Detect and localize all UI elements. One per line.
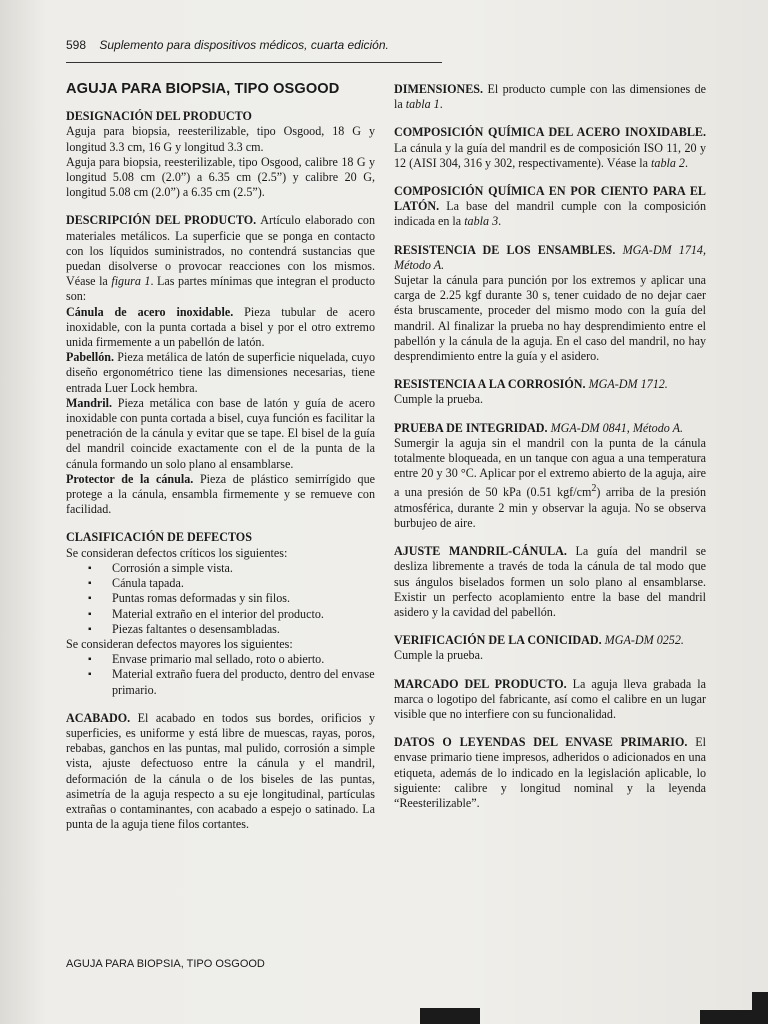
book-title: Suplemento para dispositivos médicos, cuarta edición. xyxy=(99,38,389,52)
body-text: . xyxy=(684,155,689,170)
method-reference: MGA-DM 0252. xyxy=(601,633,684,648)
body-text: El envase primario tiene impresos, adheridos o adicionados en una etiqueta, además de lo indicado en la legislación aplicable, lo siguiente: calibre y longitud nominal y la leyenda “Reesterilizable”. xyxy=(394,735,706,810)
section-designacion xyxy=(66,109,375,200)
part-text: Pieza de plástico semirrígido que protege a la cánula, ensambla firmemente y se remueve con facilidad. xyxy=(66,471,375,517)
body-text: Sujetar la cánula para punción por los extremos y aplicar una carga de 2.25 kgf durante 30 s, tener cuidado de no dejar caer ésta bruscamente, proceder del mismo modo con la guía del mandril. Al finalizar la prueba no hay desprendimiento entre el pabellón y la cánula de la aguja. En el caso del mandril, no hay desprendimiento entre la guía y el asidero. xyxy=(394,273,706,364)
section-datos xyxy=(394,735,706,811)
labeling-paragraph xyxy=(394,735,706,811)
list-item: ▪ Material extraño en el interior del producto. xyxy=(66,607,375,622)
section-composicion-acero xyxy=(394,125,706,171)
finish-paragraph xyxy=(66,711,375,833)
list-item: ▪ Material extraño fuera del producto, dentro del envase primario. xyxy=(66,667,375,697)
list-item: ▪ Cánula tapada. xyxy=(66,576,375,591)
dimensions-paragraph xyxy=(394,82,706,112)
section-ajuste xyxy=(394,544,706,620)
list-item: ▪ Corrosión a simple vista. xyxy=(66,561,375,576)
part-name: Protector de la cánula. xyxy=(66,471,194,486)
superscript: 2 xyxy=(591,483,597,495)
body-text: La cánula y la guía del mandril es de composición ISO 11, 20 y 12 (AISI 304, 316 y 302, respectivamente). Véase la xyxy=(394,140,706,170)
body-text: Sumergir la aguja sin el mandril con la punta de la cánula totalmente bloqueada, en un tanque con agua a una temperatura entre 20 y 30 °C. Aplicar por el extremo abierto de la aguja, aire a una presión de 50 kPa (0.51 kgf/cm xyxy=(394,435,706,500)
scan-shadow-artifact xyxy=(420,1008,480,1024)
left-column xyxy=(66,82,375,845)
table-reference: tabla 3 xyxy=(464,214,499,229)
section-integridad xyxy=(394,421,706,531)
section-heading: PRUEBA DE INTEGRIDAD. xyxy=(394,420,548,435)
body-text: Cumple la prueba. xyxy=(394,648,483,663)
section-marcado xyxy=(394,677,706,723)
section-composicion-laton xyxy=(394,184,706,230)
scan-shadow-artifact xyxy=(752,992,768,1024)
major-intro: Se consideran defectos mayores los siguientes: xyxy=(66,636,293,651)
page-number: 598 xyxy=(66,38,87,52)
section-heading: VERIFICACIÓN DE LA CONICIDAD. xyxy=(394,633,602,648)
running-header xyxy=(66,38,396,52)
section-heading: DESIGNACIÓN DEL PRODUCTO xyxy=(66,109,252,124)
right-column xyxy=(394,82,706,824)
body-text: ) arriba de la presión atmosférica, durante 2 min y observar la aguja. No se observa burbujeo de aire. xyxy=(394,485,706,530)
method-reference: MGA-DM 0841, Método A. xyxy=(547,420,684,435)
integrity-heading-line xyxy=(394,421,706,436)
description-paragraph xyxy=(66,213,375,304)
fit-paragraph xyxy=(394,544,706,620)
major-defects-list xyxy=(66,652,375,698)
body-text: . xyxy=(498,214,502,229)
section-heading: RESISTENCIA A LA CORROSIÓN. xyxy=(394,377,586,392)
list-item: ▪ Piezas faltantes o desensambladas. xyxy=(66,622,375,637)
body-text: El producto cumple con las dimensiones de la xyxy=(394,82,706,112)
section-heading: DATOS O LEYENDAS DEL ENVASE PRIMARIO. xyxy=(394,735,688,750)
running-footer: AGUJA PARA BIOPSIA, TIPO OSGOOD xyxy=(66,958,265,970)
body-text: Artículo elaborado con materiales metálicos. La superficie que se ponga en contacto con los líquidos suministrados, no contendrá sustancias que puedan disolverse o provocar reacciones con los mismos. Véase la xyxy=(66,213,375,289)
body-text: La aguja lleva grabada la marca o logotipo del fabricante, así como el calibre en un lugar visible que no interfiere con su funcionalidad. xyxy=(394,676,706,721)
part-text: Pieza tubular de acero inoxidable, con la punta cortada a bisel y por el otro extremo unida firmemente a un pabellón de latón. xyxy=(66,304,375,350)
corrosion-heading-line xyxy=(394,377,706,392)
section-heading: COMPOSICIÓN QUÍMICA DEL ACERO INOXIDABLE. xyxy=(394,125,706,140)
designation-line: Aguja para biopsia, reesterilizable, tipo Osgood, calibre 18 G y longitud 5.08 cm (2.0”) a 6.35 cm (2.5”) y calibre 20 G, longitud 5.08 cm (2.0”) a 6.35 cm (2.5”). xyxy=(66,154,375,200)
marking-paragraph xyxy=(394,677,706,723)
method-reference: MGA-DM 1714, Método A. xyxy=(394,242,706,272)
part-text: Pieza metálica de latón de superficie niquelada, cuyo diseño ergonométrico tiene las dimensiones necesarias, tiene entrada Luer Lock hembra. xyxy=(66,350,375,395)
steel-composition-paragraph xyxy=(394,125,706,171)
part-item xyxy=(66,350,375,396)
monograph-title: AGUJA PARA BIOPSIA, TIPO OSGOOD xyxy=(66,81,340,97)
part-item xyxy=(66,305,375,351)
section-heading: RESISTENCIA DE LOS ENSAMBLES. xyxy=(394,242,616,257)
section-ensambles xyxy=(394,243,706,365)
body-text: La guía del mandril se desliza libremente a través de toda la cánula de tal modo que sus ángulos biselados formen un solo plano al ensamblarse. Existir un perfecto acoplamiento entre la base del mandril asidero y la cavidad del pabellón. xyxy=(394,544,706,619)
list-item: ▪ Puntas romas deformadas y sin filos. xyxy=(66,591,375,606)
body-text: Cumple la prueba. xyxy=(394,392,483,407)
critical-intro: Se consideran defectos críticos los siguientes: xyxy=(66,545,288,560)
section-heading: ACABADO. xyxy=(66,710,131,725)
body-text: El acabado en todos sus bordes, orificios y superficies, es uniforme y está libre de muescas, rayas, poros, rebabas, ganchos en las puntas, mal pulido, corrosión a simple vista, ajuste defectuoso entre la cánula y el mandril, deformación de la cánula o de los biseles de las puntas, asimetría de la aguja respecto a su eje longitudinal, partículas extrañas o contaminantes, con acabado a espejo o satinado. La punta de la aguja tiene filos cortantes. xyxy=(66,710,375,832)
section-heading: DIMENSIONES. xyxy=(394,82,484,96)
body-text: . xyxy=(439,97,443,112)
section-dimensiones xyxy=(394,82,706,112)
section-heading: CLASIFICACIÓN DE DEFECTOS xyxy=(66,530,252,545)
section-heading: MARCADO DEL PRODUCTO. xyxy=(394,676,567,691)
brass-composition-paragraph xyxy=(394,184,706,230)
part-name: Cánula de acero inoxidable. xyxy=(66,304,234,319)
section-clasificacion xyxy=(66,530,375,697)
table-reference: tabla 1 xyxy=(405,97,440,112)
list-item: ▪ Envase primario mal sellado, roto o abierto. xyxy=(66,652,375,667)
assembly-heading-line xyxy=(394,243,706,273)
section-conicidad xyxy=(394,633,706,663)
body-text: La base del mandril cumple con la composición indicada en la xyxy=(394,199,706,229)
part-item xyxy=(66,396,375,472)
part-text: Pieza metálica con base de latón y guía de acero inoxidable con punta cortada a bisel, cuya función es facilitar la penetración de la cánula y evitar que se tape. El bisel de la guía del mandril coincide exactamente con el de la punta de la cánula formando un solo plano al ensamblarse. xyxy=(66,395,375,471)
part-name: Mandril. xyxy=(66,395,113,410)
header-rule xyxy=(66,62,442,63)
table-reference: tabla 2 xyxy=(651,155,685,170)
section-heading: AJUSTE MANDRIL-CÁNULA. xyxy=(394,544,567,559)
section-heading: COMPOSICIÓN QUÍMICA EN POR CIENTO PARA EL LATÓN. xyxy=(394,184,706,214)
part-item xyxy=(66,472,375,518)
method-reference: MGA-DM 1712. xyxy=(585,377,668,392)
section-descripcion xyxy=(66,213,375,517)
taper-heading-line xyxy=(394,633,706,648)
section-heading: DESCRIPCIÓN DEL PRODUCTO. xyxy=(66,213,257,228)
critical-defects-list xyxy=(66,561,375,637)
designation-line: Aguja para biopsia, reesterilizable, tipo Osgood, 18 G y longitud 3.3 cm, 16 G y longitud 3.3 cm. xyxy=(66,124,375,154)
body-text: . Las partes mínimas que integran el producto son: xyxy=(66,274,375,304)
section-corrosion xyxy=(394,377,706,407)
figure-reference: figura 1 xyxy=(111,274,151,289)
part-name: Pabellón. xyxy=(66,350,115,365)
section-acabado xyxy=(66,711,375,833)
integrity-paragraph xyxy=(394,436,706,531)
